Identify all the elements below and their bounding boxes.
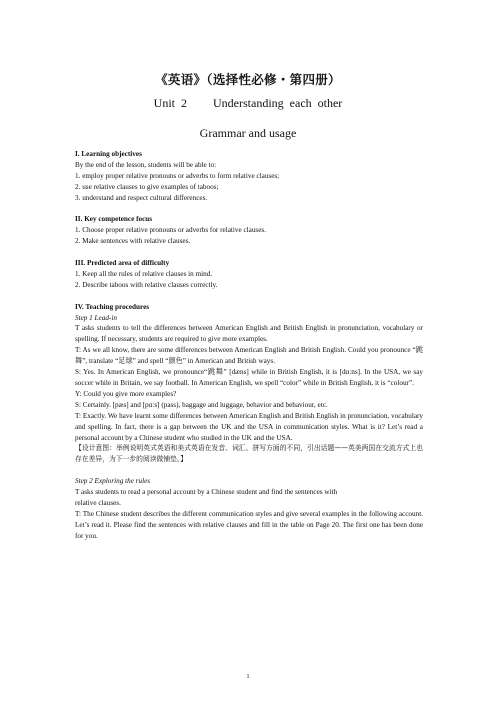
objectives-heading: I. Learning objectives <box>75 150 142 158</box>
document-body <box>75 149 423 542</box>
procedures-heading: IV. Teaching procedures <box>75 302 150 311</box>
competence-item: 2. Make sentences with relative clauses. <box>75 237 191 246</box>
step2-title: Step 2 Exploring the rules <box>75 477 151 486</box>
objective-item: 2. use relative clauses to give examples of taboos; <box>75 182 219 191</box>
page-number: 1 <box>246 673 250 680</box>
objective-item: 1. employ proper relative pronouns or adverbs to form relative clauses; <box>75 171 280 180</box>
step1-dialogue-answer: S: Certainly. [pæs] and [pɑːs] (pass), baggage and luggage, behavior and behaviour, etc. <box>75 400 328 409</box>
unit-label: Unit 2 <box>153 96 188 110</box>
step2-paragraph-line: T asks students to read a personal account by a Chinese student and find the sentences with <box>75 488 338 497</box>
step1-title: Step 1 Lead-in <box>75 313 117 322</box>
difficulty-heading: III. Predicted area of difficulty <box>75 259 170 268</box>
difficulty-item: 2. Describe taboos with relative clauses correctly. <box>75 280 218 289</box>
competence-heading: II. Key competence focus <box>75 215 153 224</box>
difficulty-item: 1. Keep all the rules of relative clauses in mind. <box>75 269 213 278</box>
unit-heading <box>0 96 496 111</box>
unit-title: Understanding each other <box>213 96 343 110</box>
objectives-intro: By the end of the lesson, students will be able to: <box>75 160 217 169</box>
document-title: 《英语》（选择性必修・第四册） <box>155 72 341 87</box>
step1-paragraph: T asks students to tell the differences between American English and British English in pronunciation, vocabulary or spelling. If necessary, students are required to give more examples. <box>75 324 423 344</box>
step1-dialogue-conclusion: T: Exactly. We have learnt some differences between American English and British English in pronunciation, vocabulary and spelling. In fact, there is a gap between the UK and the USA in communication styles. What is it? Let’s read a personal account by a Chinese student who studied in the UK and the USA. <box>75 411 423 442</box>
step1-dialogue-question: Y: Could you give more examples? <box>75 389 177 398</box>
step1-dialogue-teacher: T: As we all know, there are some differences between American English and British English. Could you pronounce “跳舞”, translate “足球” and spell “颜色” in American and British ways. <box>75 346 423 366</box>
objective-item: 3. understand and respect cultural differences. <box>75 193 208 202</box>
section-title: Grammar and usage <box>199 126 297 140</box>
step1-dialogue-student: S: Yes. In American English, we pronounce“跳舞” [dæns] while in British English, it is [dɑːns]. In the USA, we say soccer while in Britain, we say football. In American English, we spell “color” while in British English, it is “colour”. <box>75 368 423 387</box>
competence-item: 1. Choose proper relative pronouns or adverbs for relative clauses. <box>75 226 267 235</box>
step2-paragraph-line: relative clauses. <box>75 498 121 507</box>
design-intent-note: 【设计意图：举例说明英式英语和美式英语在发音、词汇、拼写方面的不同，引出话题——英美两国在交流方式上也存在差异，为下一步的阅读做铺垫。】 <box>75 444 423 464</box>
step2-paragraph: T: The Chinese student describes the different communication styles and give several examples in the following account. Let’s read it. Please find the sentences with relative clauses and fill in the table on Page 20. The first one has been done for you. <box>75 509 423 540</box>
